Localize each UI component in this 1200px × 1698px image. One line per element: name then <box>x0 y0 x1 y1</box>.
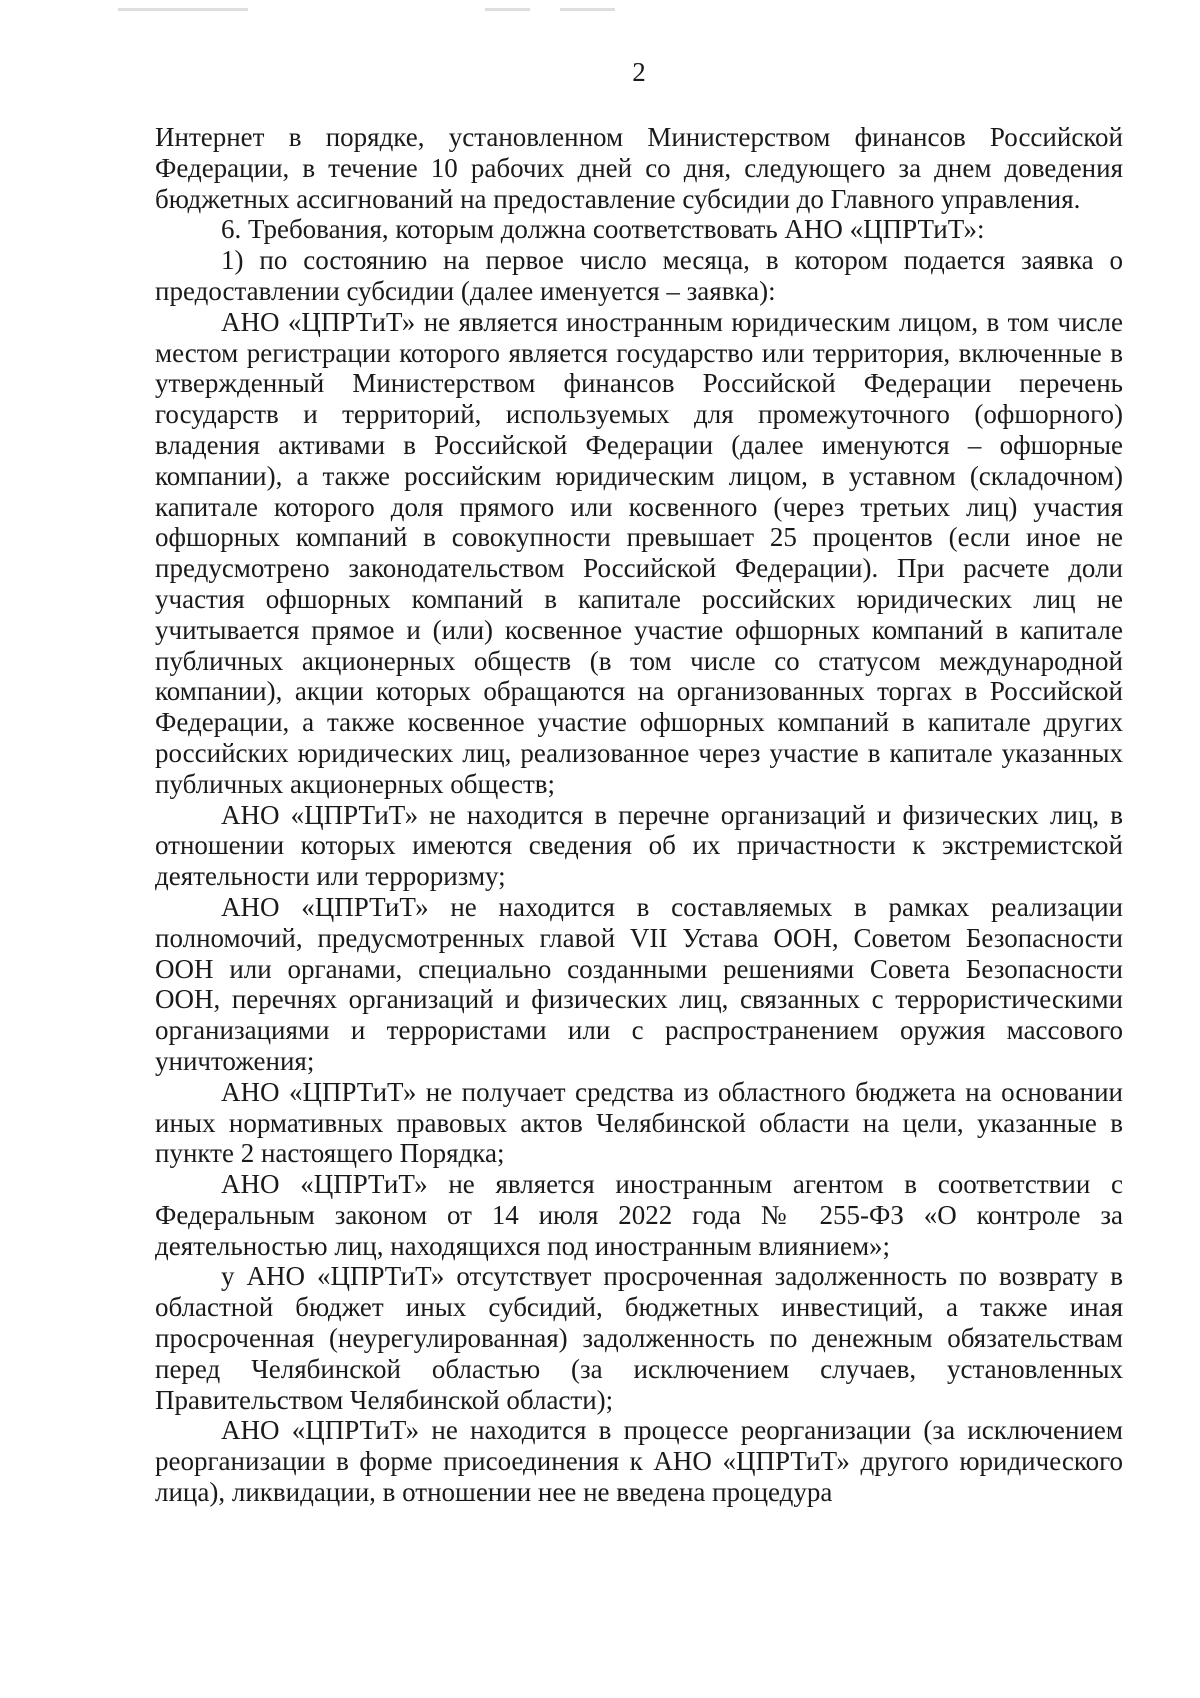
scan-artifact <box>560 8 615 11</box>
document-page <box>155 52 1123 1508</box>
paragraph-item-1: 1) по состоянию на первое число месяца, в котором подается заявка о предоставлении субсидии (далее именуется – заявка): <box>155 245 1123 306</box>
paragraph-no-debt: у АНО «ЦПРТиТ» отсутствует просроченная задолженность по возврату в областной бюджет иных субсидий, бюджетных инвестиций, а также иная просроченная (неурегулированная) задолженность по денежным обязательствам перед Челябинской областью (за исключением случаев, установленных Правительством Челябинской области); <box>155 1261 1123 1415</box>
paragraph-foreign-agent: АНО «ЦПРТиТ» не является иностранным агентом в соответствии с Федеральным законом от 14 июля 2022 года № 255-ФЗ «О контроле за деятельностью лиц, находящихся под иностранным влиянием»; <box>155 1169 1123 1261</box>
scan-artifact <box>118 8 248 11</box>
paragraph-no-other-funds: АНО «ЦПРТиТ» не получает средства из областного бюджета на основании иных нормативных правовых актов Челябинской области на цели, указанные в пункте 2 настоящего Порядка; <box>155 1076 1123 1169</box>
paragraph-un-lists: АНО «ЦПРТиТ» не находится в составляемых в рамках реализации полномочий, предусмотренных главой VII Устава ООН, Советом Безопасности ООН или органами, специально созданными решениями Совета Безопасности ООН, перечнях организаций и физических лиц, связанных с террористическими организациями и террористами или с распространением оружия массового уничтожения; <box>155 891 1123 1076</box>
paragraph-section-6: 6. Требования, которым должна соответствовать АНО «ЦПРТиТ»: <box>221 214 985 245</box>
scan-artifact <box>485 8 530 11</box>
paragraph-continuation: Интернет в порядке, установленном Министерством финансов Российской Федерации, в течение 10 рабочих дней со дня, следующего за днем доведения бюджетных ассигнований на предоставление субсидии до Главного управления. <box>155 122 1123 214</box>
paragraph-reorganization: АНО «ЦПРТиТ» не находится в процессе реорганизации (за исключением реорганизации в форме присоединения к АНО «ЦПРТиТ» другого юридического лица), ликвидации, в отношении нее не введена процедура <box>155 1415 1123 1508</box>
paragraph-offshore: АНО «ЦПРТиТ» не является иностранным юридическим лицом, в том числе местом регистрации которого является государство или территория, включенные в утвержденный Министерством финансов Российской Федерации перечень государств и территорий, используемых для промежуточного (офшорного) владения активами в Российской Федерации (далее именуются – офшорные компании), а также российским юридическим лицом, в уставном (складочном) капитале которого доля прямого или косвенного (через третьих лиц) участия офшорных компаний в совокупности превышает 25 процентов (если иное не предусмотрено законодательством Российской Федерации). При расчете доли участия офшорных компаний в капитале российских юридических лиц не учитывается прямое и (или) косвенное участие офшорных компаний в капитале публичных акционерных обществ (в том числе со статусом международной компании), акции которых обращаются на организованных торгах в Российской Федерации, а также косвенное участие офшорных компаний в капитале других российских юридических лиц, реализованное через участие в капитале указанных публичных акционерных обществ; <box>155 306 1123 799</box>
paragraph-extremism: АНО «ЦПРТиТ» не находится в перечне организаций и физических лиц, в отношении которых имеются сведения об их причастности к экстремистской деятельности или терроризму; <box>155 799 1123 892</box>
page-number: 2 <box>632 57 646 87</box>
